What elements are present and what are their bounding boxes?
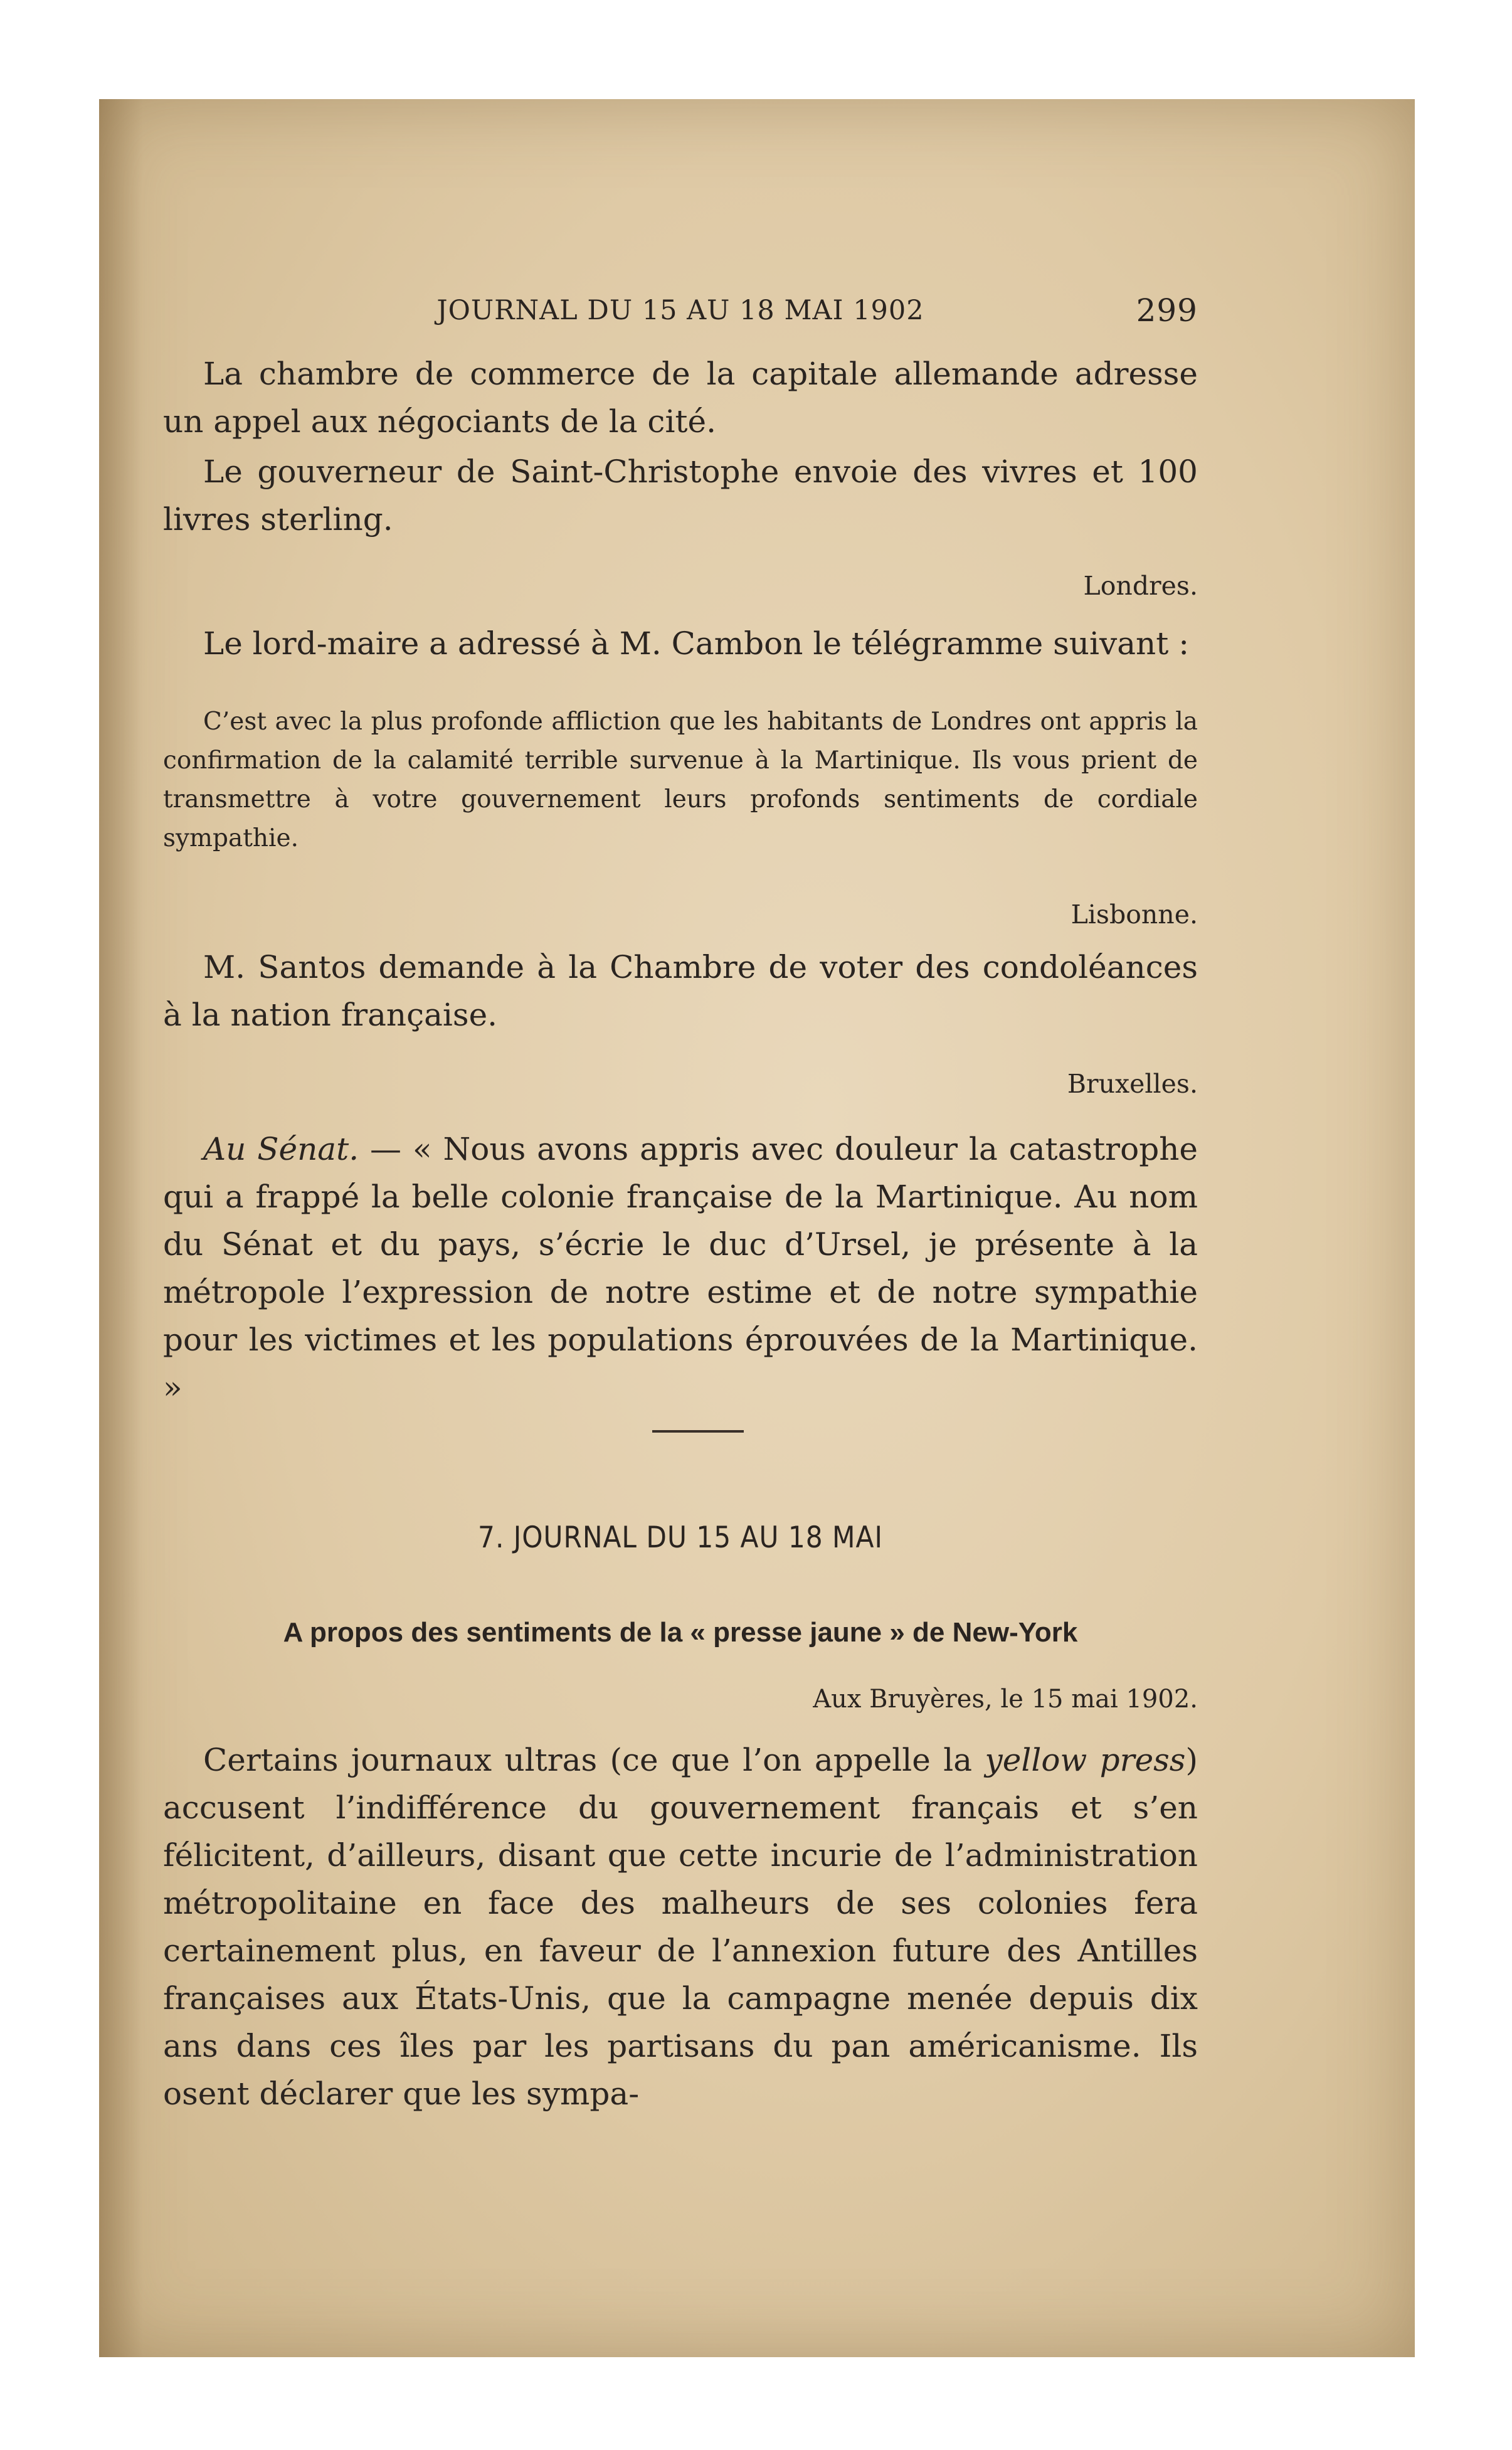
page-number: 299 bbox=[1136, 292, 1198, 329]
paragraph-berlin-commerce: La chambre de commerce de la capitale allemande adresse un appel aux négociants de la cité. bbox=[163, 356, 1198, 440]
section-title: 7. JOURNAL DU 15 AU 18 MAI bbox=[478, 1520, 883, 1555]
section-divider bbox=[652, 1430, 744, 1433]
yellow-press-text-b: ) accusent l’indifférence du gouvernement français et s’en félicitent, d’ailleurs, disant que cette incurie de l’administration métropolitaine en face des malheurs de ses colonies fera certainement plus, en faveur de l’annexion future des Antilles françaises aux États-Unis, que la campagne menée depuis dix ans dans ces îles par les partisans du pan américanisme. Ils osent déclarer que les sympa- bbox=[163, 1742, 1198, 2112]
senate-lead: Au Sénat. bbox=[203, 1131, 359, 1167]
book-page bbox=[99, 99, 1415, 2357]
running-header bbox=[163, 292, 1198, 336]
yellow-press-term: yellow press bbox=[985, 1742, 1186, 1778]
article-title: A propos des sentiments de la « presse jaune » de New-York bbox=[283, 1617, 1078, 1648]
paragraph-santos: M. Santos demande à la Chambre de voter des condoléances à la nation française. bbox=[163, 949, 1198, 1033]
dateline-london: Londres. bbox=[1083, 571, 1198, 601]
dateline-brussels: Bruxelles. bbox=[1067, 1069, 1198, 1099]
paragraph-senat bbox=[163, 1125, 1198, 1411]
dateline-lisbon: Lisbonne. bbox=[1071, 899, 1198, 930]
paragraph-yellow-press bbox=[163, 1736, 1198, 2118]
article-dateline: Aux Bruyères, le 15 mai 1902. bbox=[813, 1685, 1198, 1714]
telegram-quote: C’est avec la plus profonde affliction que les habitants de Londres ont appris la confirmation de la calamité terrible survenue à la Martinique. Ils vous prient de transmettre à votre gouvernement leurs profonds sentiments de cordiale sympathie. bbox=[163, 708, 1198, 852]
paragraph-saint-christophe: Le gouverneur de Saint-Christophe envoie des vivres et 100 livres sterling. bbox=[163, 453, 1198, 538]
paragraph-lord-maire: Le lord-maire a adressé à M. Cambon le télégramme suivant : bbox=[203, 625, 1190, 662]
senate-quote: — « Nous avons appris avec douleur la catastrophe qui a frappé la belle colonie française de la Martinique. Au nom du Sénat et du pays, s’écrie le duc d’Ursel, je présente à la métropole l’expression de notre estime et de notre sympathie pour les victimes et les populations éprouvées de la Martinique. » bbox=[163, 1131, 1198, 1406]
yellow-press-text-a: Certains journaux ultras (ce que l’on appelle la bbox=[203, 1742, 985, 1778]
running-title: JOURNAL DU 15 AU 18 MAI 1902 bbox=[436, 295, 924, 326]
